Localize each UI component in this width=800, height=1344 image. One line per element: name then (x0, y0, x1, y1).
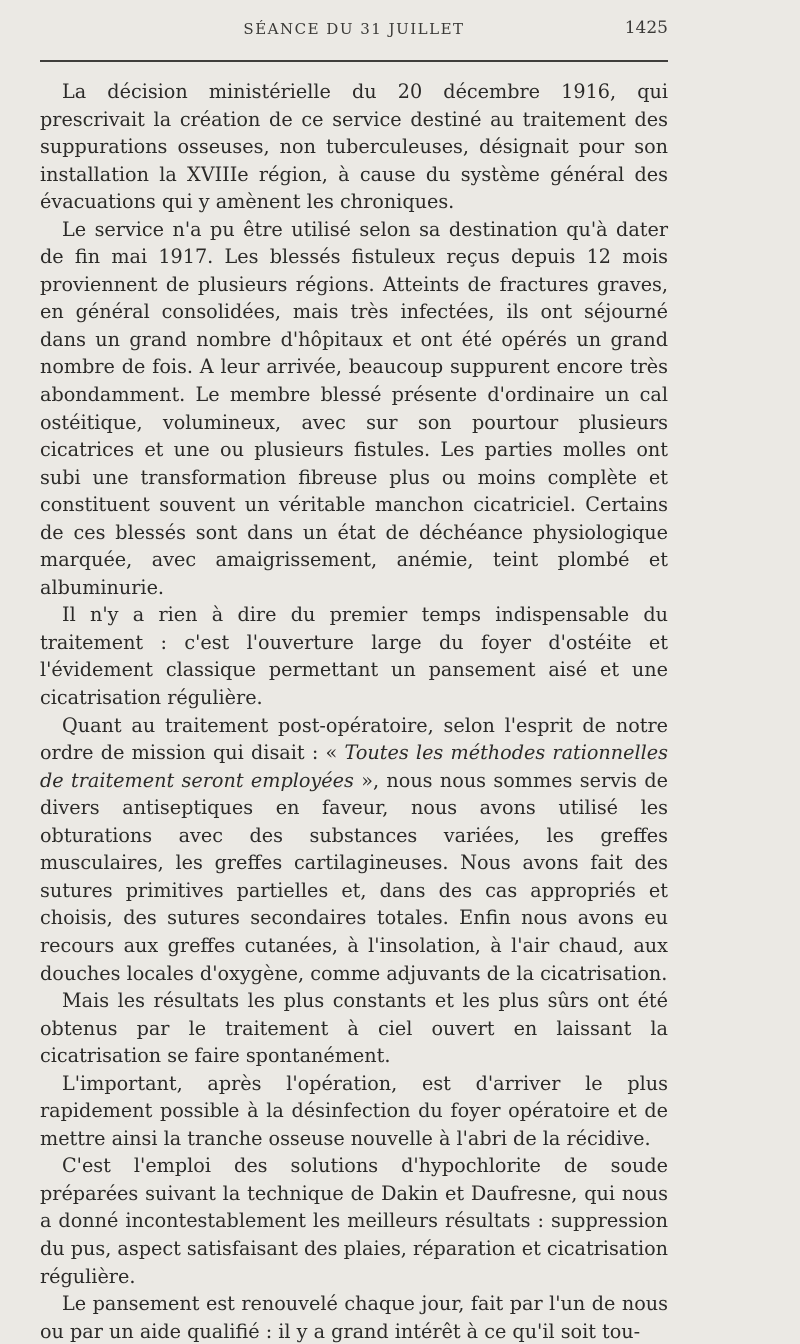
paragraph-8: Le pansement est renouvelé chaque jour, fait par l'un de nous ou par un aide qualifié : il y a grand intérêt à ce qu'il soit tou- (40, 1292, 668, 1343)
header-rule (40, 60, 668, 62)
page-header (40, 18, 668, 44)
page-number: 1425 (624, 18, 668, 38)
running-title: SÉANCE DU 31 JUILLET (243, 20, 465, 38)
paragraph-2: Le service n'a pu être utilisé selon sa destination qu'à dater de fin mai 1917. Les blessés fistuleux reçus depuis 12 mois proviennent de plusieurs régions. Atteints de fractures graves, en général consolidées, mais très infectées, ils ont séjourné dans un grand nombre d'hôpitaux et ont été opérés un grand nombre de fois. A leur arrivée, beaucoup suppurent encore très abondamment. Le membre blessé présente d'ordinaire un cal ostéitique, volumineux, avec sur son pourtour plusieurs cicatrices et une ou plusieurs fistules. Les parties molles ont subi une transformation fibreuse plus ou moins complète et constituent souvent un véritable manchon cicatriciel. Certains de ces blessés sont dans un état de déchéance physiologique marquée, avec amaigrissement, anémie, teint plombé et albuminurie. (40, 217, 668, 599)
paragraph-4-after: », nous nous sommes servis de divers antiseptiques en faveur, nous avons utilisé les obturations avec des substances variées, les greffes musculaires, les greffes cartilagineuses. Nous avons fait des sutures primitives partielles et, dans des cas appropriés et choisis, des sutures secondaires totales. Enfin nous avons eu recours aux greffes cutanées, à l'insolation, à l'air chaud, aux douches locales d'oxygène, comme adjuvants de la cicatrisation. (40, 768, 668, 985)
paragraph-4-before: Quant au traitement post-opératoire, selon l'esprit de notre ordre de mission qui disait : « (40, 713, 668, 765)
paragraph-4 (40, 712, 668, 987)
paragraph-3: Il n'y a rien à dire du premier temps indispensable du traitement : c'est l'ouverture large du foyer d'ostéite et l'évidement classique permettant un pansement aisé et une cicatrisation régulière. (40, 603, 668, 710)
paragraph-1: La décision ministérielle du 20 décembre 1916, qui prescrivait la création de ce service destiné au traitement des suppurations osseuses, non tuberculeuses, désignait pour son installation la XVIIIe région, à cause du système général des évacuations qui y amènent les chroniques. (40, 80, 668, 214)
quoted-instruction: Toutes les méthodes rationnelles de traitement seront employées (40, 741, 668, 792)
body-text (40, 78, 668, 1344)
paragraph-5: Mais les résultats les plus constants et les plus sûrs ont été obtenus par le traitement à ciel ouvert en laissant la cicatrisation se faire spontanément. (40, 989, 668, 1068)
paragraph-7: C'est l'emploi des solutions d'hypochlorite de soude préparées suivant la technique de Dakin et Daufresne, qui nous a donné incontestablement les meilleurs résultats : suppression du pus, aspect satisfaisant des plaies, réparation et cicatrisation régulière. (40, 1154, 669, 1288)
paragraph-6: L'important, après l'opération, est d'arriver le plus rapidement possible à la désinfection du foyer opératoire et de mettre ainsi la tranche osseuse nouvelle à l'abri de la récidive. (40, 1071, 668, 1150)
